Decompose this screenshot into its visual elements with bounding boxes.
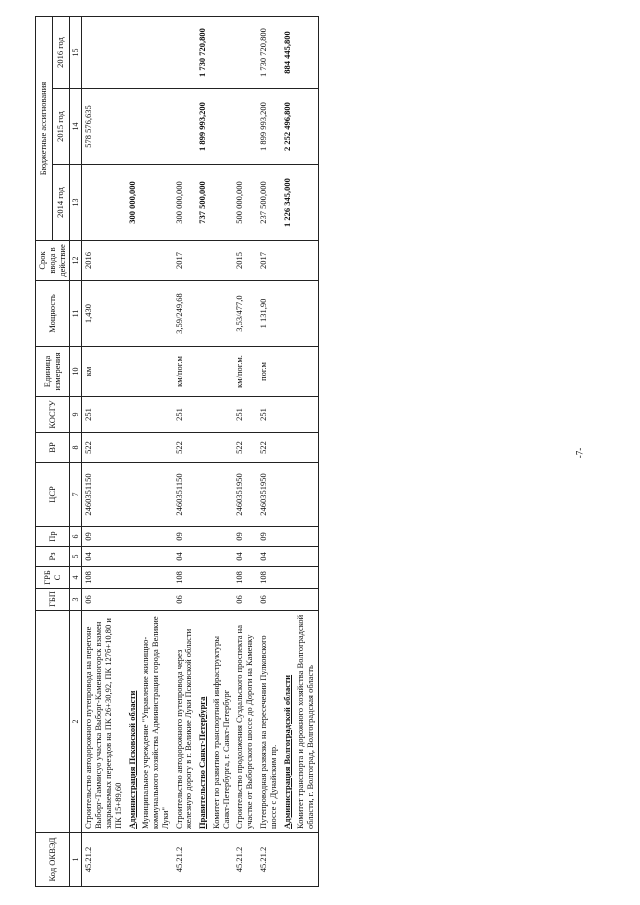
cell-grbs bbox=[281, 567, 295, 589]
section-heading: Администрация Псковской области bbox=[126, 690, 137, 829]
cell-kosgu bbox=[196, 397, 210, 433]
cell-okved bbox=[126, 833, 140, 887]
cell-pr bbox=[126, 527, 140, 547]
cell-gbp: 06 bbox=[82, 589, 126, 611]
section-heading: Администрация Волгоградской области bbox=[281, 674, 292, 829]
cell-name bbox=[294, 611, 318, 833]
row-name: Строительство автодорожного путепровода на перегоне Выборг-Таммисуо участка Выборг-Каменногорск взамен закрываемых переездов на ПК 26+30,92, ПК 127б+10,80 и ПК 15+89,60 bbox=[83, 618, 123, 829]
column-number: 8 bbox=[70, 433, 82, 463]
cell-name bbox=[139, 611, 172, 833]
cell-cap bbox=[196, 281, 210, 347]
column-number: 15 bbox=[70, 16, 82, 88]
header-2015: 2015 год bbox=[53, 89, 70, 165]
cell-rz: 04 bbox=[82, 547, 126, 567]
table-row bbox=[173, 16, 197, 886]
cell-gbp: 06 bbox=[173, 589, 197, 611]
cell-y2015 bbox=[126, 89, 140, 165]
cell-y2016 bbox=[173, 16, 197, 88]
cell-cap bbox=[126, 281, 140, 347]
cell-y2016 bbox=[294, 16, 318, 88]
cell-grbs bbox=[294, 567, 318, 589]
column-number: 10 bbox=[70, 347, 82, 397]
cell-y2016 bbox=[126, 16, 140, 88]
cell-cap: 1 131,90 bbox=[257, 281, 281, 347]
cell-term bbox=[294, 241, 318, 281]
cell-rz bbox=[294, 547, 318, 567]
cell-vr bbox=[126, 433, 140, 463]
budget-table bbox=[35, 16, 319, 887]
header-2014: 2014 год bbox=[53, 165, 70, 241]
table-row bbox=[139, 16, 172, 886]
cell-vr: 522 bbox=[233, 433, 257, 463]
column-number: 3 bbox=[70, 589, 82, 611]
cell-pr: 09 bbox=[173, 527, 197, 547]
header-capacity: Мощность bbox=[36, 281, 70, 347]
cell-grbs bbox=[210, 567, 234, 589]
cell-kosgu bbox=[139, 397, 172, 433]
cell-y2014: 237 500,000 bbox=[257, 165, 281, 241]
rotated-table-sheet bbox=[35, 17, 605, 887]
cell-gbp: 06 bbox=[233, 589, 257, 611]
cell-y2014 bbox=[210, 165, 234, 241]
column-number-row bbox=[70, 16, 82, 886]
cell-name bbox=[233, 611, 257, 833]
cell-y2016: 1 730 720,800 bbox=[257, 16, 281, 88]
column-number: 9 bbox=[70, 397, 82, 433]
cell-name bbox=[196, 611, 210, 833]
cell-unit bbox=[210, 347, 234, 397]
cell-term: 2016 bbox=[82, 241, 126, 281]
cell-okved bbox=[196, 833, 210, 887]
column-number: 5 bbox=[70, 547, 82, 567]
cell-pr bbox=[139, 527, 172, 547]
cell-csr bbox=[210, 463, 234, 527]
cell-vr bbox=[210, 433, 234, 463]
cell-vr: 522 bbox=[257, 433, 281, 463]
cell-cap: 3,53/477,0 bbox=[233, 281, 257, 347]
cell-y2014 bbox=[82, 165, 126, 241]
cell-kosgu bbox=[210, 397, 234, 433]
cell-rz: 04 bbox=[233, 547, 257, 567]
cell-y2015: 578 576,635 bbox=[82, 89, 126, 165]
cell-grbs: 108 bbox=[257, 567, 281, 589]
cell-kosgu: 251 bbox=[257, 397, 281, 433]
cell-unit bbox=[139, 347, 172, 397]
cell-name bbox=[257, 611, 281, 833]
cell-y2014 bbox=[294, 165, 318, 241]
cell-gbp bbox=[294, 589, 318, 611]
table-row bbox=[196, 16, 210, 886]
cell-unit bbox=[196, 347, 210, 397]
column-number: 1 bbox=[70, 833, 82, 887]
cell-unit bbox=[294, 347, 318, 397]
cell-kosgu bbox=[281, 397, 295, 433]
cell-vr bbox=[294, 433, 318, 463]
column-number: 6 bbox=[70, 527, 82, 547]
cell-y2014: 737 500,000 bbox=[196, 165, 210, 241]
cell-y2015 bbox=[233, 89, 257, 165]
header-grbs: ГРБ С bbox=[36, 567, 70, 589]
row-name: Путепроводная развязка на пересечении Пулковского шоссе с Дунайским пр. bbox=[257, 635, 278, 829]
cell-vr: 522 bbox=[82, 433, 126, 463]
cell-csr bbox=[281, 463, 295, 527]
cell-name bbox=[126, 611, 140, 833]
cell-y2015: 2 252 496,800 bbox=[281, 89, 295, 165]
cell-y2016 bbox=[82, 16, 126, 88]
cell-gbp bbox=[126, 589, 140, 611]
header-kosgu: КОСГУ bbox=[36, 397, 70, 433]
cell-y2014: 1 226 345,000 bbox=[281, 165, 295, 241]
cell-vr bbox=[281, 433, 295, 463]
cell-kosgu bbox=[126, 397, 140, 433]
cell-unit bbox=[281, 347, 295, 397]
cell-y2016 bbox=[233, 16, 257, 88]
cell-name bbox=[281, 611, 295, 833]
table-row bbox=[281, 16, 295, 886]
table-row bbox=[210, 16, 234, 886]
cell-cap bbox=[294, 281, 318, 347]
cell-rz bbox=[139, 547, 172, 567]
column-number: 12 bbox=[70, 241, 82, 281]
cell-term: 2017 bbox=[173, 241, 197, 281]
cell-pr bbox=[196, 527, 210, 547]
column-number: 4 bbox=[70, 567, 82, 589]
cell-grbs: 108 bbox=[82, 567, 126, 589]
header-deadline: Срок ввода в действие bbox=[36, 241, 70, 281]
cell-csr: 2460351150 bbox=[173, 463, 197, 527]
cell-vr bbox=[139, 433, 172, 463]
cell-cap bbox=[139, 281, 172, 347]
cell-term bbox=[126, 241, 140, 281]
cell-csr bbox=[126, 463, 140, 527]
cell-y2016 bbox=[139, 16, 172, 88]
row-name: Комитет транспорта и дорожного хозяйства Волгоградской области, г. Волгоград, Волгоградская область bbox=[295, 614, 316, 829]
cell-cap: 1,430 bbox=[82, 281, 126, 347]
header-2016: 2016 год bbox=[53, 16, 70, 88]
cell-name bbox=[173, 611, 197, 833]
cell-pr bbox=[210, 527, 234, 547]
cell-term bbox=[281, 241, 295, 281]
row-name: Строительство автодорожного путепровода через железную дорогу в г. Великие Луки Псковской области bbox=[173, 628, 194, 829]
cell-csr bbox=[139, 463, 172, 527]
cell-rz: 04 bbox=[257, 547, 281, 567]
cell-csr bbox=[196, 463, 210, 527]
header-pr: Пр bbox=[36, 527, 70, 547]
cell-term: 2015 bbox=[233, 241, 257, 281]
cell-pr: 09 bbox=[257, 527, 281, 547]
row-name: Комитет по развитию транспортной инфраструктуры Санкт-Петербурга, г. Санкт-Петербург bbox=[210, 636, 231, 829]
cell-y2016: 1 730 720,800 bbox=[196, 16, 210, 88]
cell-rz bbox=[196, 547, 210, 567]
cell-pr: 09 bbox=[82, 527, 126, 547]
cell-grbs bbox=[139, 567, 172, 589]
cell-y2015 bbox=[210, 89, 234, 165]
cell-unit: км/пог.м. bbox=[233, 347, 257, 397]
header-unit: Единица измерения bbox=[36, 347, 70, 397]
cell-csr: 2460351150 bbox=[82, 463, 126, 527]
column-number: 7 bbox=[70, 463, 82, 527]
cell-term: 2017 bbox=[257, 241, 281, 281]
cell-kosgu: 251 bbox=[173, 397, 197, 433]
page-number: -7- bbox=[574, 447, 585, 459]
cell-okved: 45.21.2 bbox=[257, 833, 281, 887]
cell-grbs: 108 bbox=[233, 567, 257, 589]
cell-name bbox=[210, 611, 234, 833]
table-body bbox=[82, 16, 318, 886]
cell-gbp bbox=[210, 589, 234, 611]
cell-vr bbox=[196, 433, 210, 463]
cell-gbp bbox=[196, 589, 210, 611]
column-number: 2 bbox=[70, 611, 82, 833]
cell-okved bbox=[210, 833, 234, 887]
cell-kosgu bbox=[294, 397, 318, 433]
cell-rz: 04 bbox=[173, 547, 197, 567]
cell-term bbox=[196, 241, 210, 281]
cell-okved: 45.21.2 bbox=[82, 833, 126, 887]
header-rz: Рз bbox=[36, 547, 70, 567]
cell-y2015: 1 899 993,200 bbox=[257, 89, 281, 165]
cell-vr: 522 bbox=[173, 433, 197, 463]
header-okved: Код ОКВЭД bbox=[36, 833, 70, 887]
cell-cap bbox=[281, 281, 295, 347]
cell-okved: 45.21.2 bbox=[173, 833, 197, 887]
cell-unit: пог.м bbox=[257, 347, 281, 397]
cell-y2014: 300 000,000 bbox=[126, 165, 140, 241]
header-gbp: ГБП bbox=[36, 589, 70, 611]
cell-unit: км/пог.м bbox=[173, 347, 197, 397]
cell-y2014 bbox=[139, 165, 172, 241]
cell-okved bbox=[281, 833, 295, 887]
cell-csr bbox=[294, 463, 318, 527]
cell-y2014: 500 000,000 bbox=[233, 165, 257, 241]
cell-grbs bbox=[126, 567, 140, 589]
cell-pr: 09 bbox=[233, 527, 257, 547]
cell-y2015: 1 899 993,200 bbox=[196, 89, 210, 165]
cell-rz bbox=[210, 547, 234, 567]
header-budget: Бюджетные ассигнования bbox=[36, 16, 53, 240]
cell-rz bbox=[126, 547, 140, 567]
table-row bbox=[126, 16, 140, 886]
cell-y2015 bbox=[139, 89, 172, 165]
cell-okved bbox=[294, 833, 318, 887]
table-row bbox=[294, 16, 318, 886]
column-number: 11 bbox=[70, 281, 82, 347]
cell-unit: км bbox=[82, 347, 126, 397]
cell-cap bbox=[210, 281, 234, 347]
cell-y2016: 884 445,800 bbox=[281, 16, 295, 88]
cell-okved bbox=[139, 833, 172, 887]
cell-okved: 45.21.2 bbox=[233, 833, 257, 887]
cell-grbs: 108 bbox=[173, 567, 197, 589]
cell-pr bbox=[294, 527, 318, 547]
header-name bbox=[36, 611, 70, 833]
cell-gbp: 06 bbox=[257, 589, 281, 611]
cell-y2015 bbox=[294, 89, 318, 165]
cell-pr bbox=[281, 527, 295, 547]
column-number: 13 bbox=[70, 165, 82, 241]
cell-term bbox=[139, 241, 172, 281]
header-csr: ЦСР bbox=[36, 463, 70, 527]
cell-gbp bbox=[139, 589, 172, 611]
section-heading: Правительство Санкт-Петербурга bbox=[197, 696, 208, 829]
row-name: Муниципальное учреждение "Управление жилищно-коммунального хозяйства Администрации города Великие Луки" bbox=[140, 616, 170, 829]
table-row bbox=[233, 16, 257, 886]
header-vr: ВР bbox=[36, 433, 70, 463]
cell-kosgu: 251 bbox=[233, 397, 257, 433]
cell-name bbox=[82, 611, 126, 833]
cell-cap: 3,59/249,68 bbox=[173, 281, 197, 347]
cell-y2016 bbox=[210, 16, 234, 88]
cell-kosgu: 251 bbox=[82, 397, 126, 433]
table-row bbox=[82, 16, 126, 886]
cell-y2014: 300 000,000 bbox=[173, 165, 197, 241]
column-number: 14 bbox=[70, 89, 82, 165]
table-row bbox=[257, 16, 281, 886]
cell-y2015 bbox=[173, 89, 197, 165]
cell-unit bbox=[126, 347, 140, 397]
cell-grbs bbox=[196, 567, 210, 589]
cell-term bbox=[210, 241, 234, 281]
cell-gbp bbox=[281, 589, 295, 611]
cell-rz bbox=[281, 547, 295, 567]
row-name: Строительство продолжения Суздальского проспекта на участке от Выборгского шоссе до Дороги на Каменку bbox=[234, 624, 255, 829]
cell-csr: 2460351950 bbox=[257, 463, 281, 527]
cell-csr: 2460351950 bbox=[233, 463, 257, 527]
